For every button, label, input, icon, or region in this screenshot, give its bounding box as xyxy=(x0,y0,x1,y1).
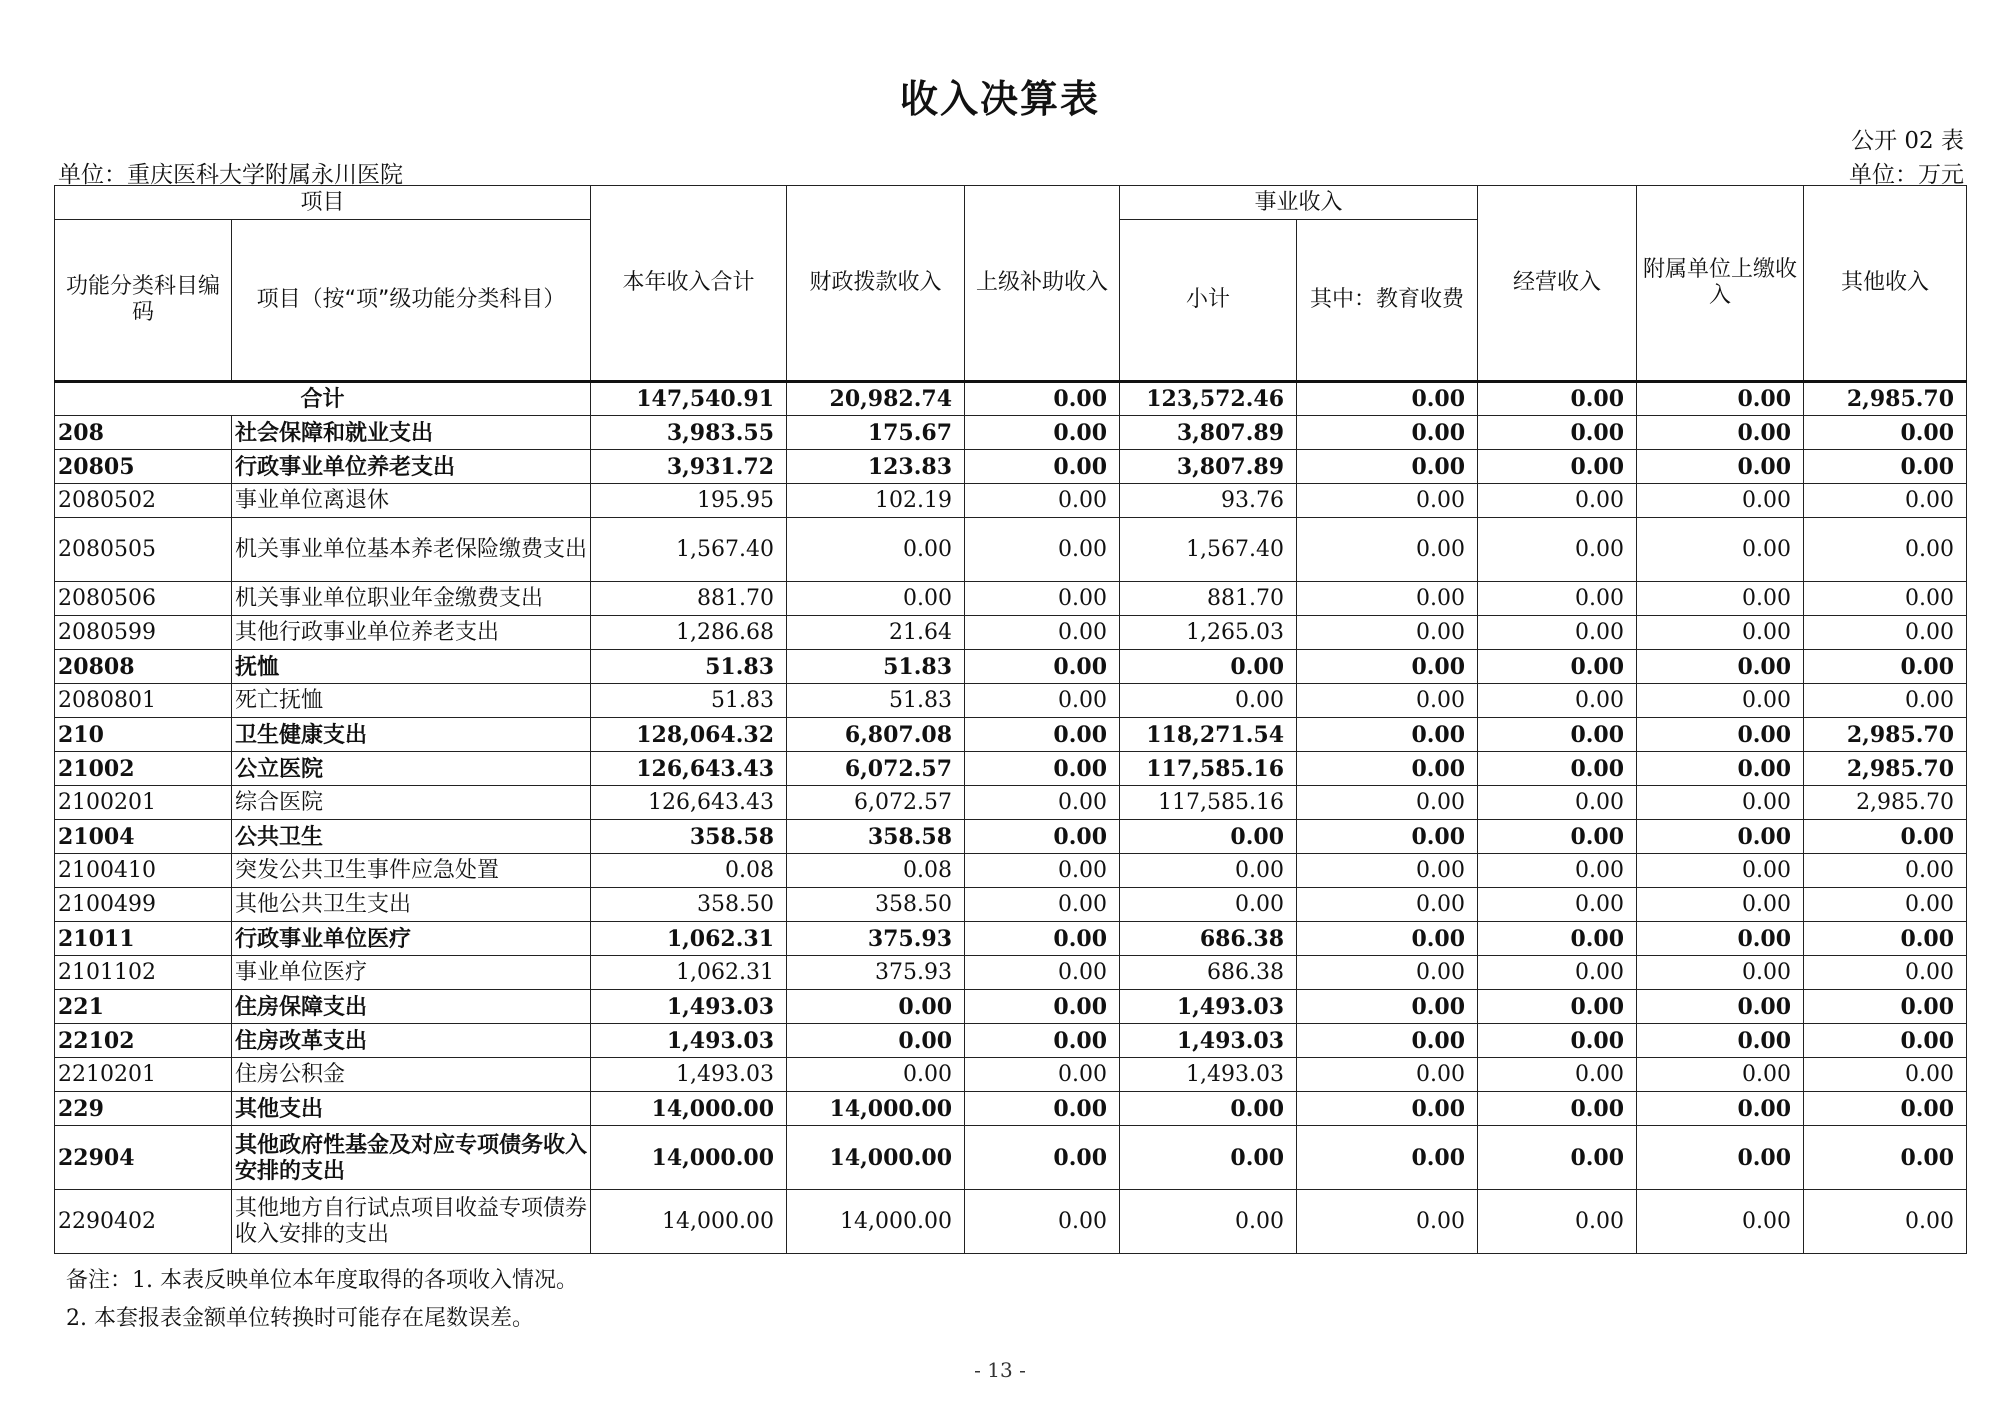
row-name: 社会保障和就业支出 xyxy=(232,416,591,450)
row-value: 1,265.03 xyxy=(1120,616,1297,650)
row-value: 0.00 xyxy=(1478,616,1637,650)
header-code: 功能分类科目编码 xyxy=(55,220,232,382)
row-value: 51.83 xyxy=(787,650,965,684)
note-line: 备注：1. 本表反映单位本年度取得的各项收入情况。 xyxy=(66,1268,578,1293)
table-row xyxy=(55,1126,1967,1190)
row-value: 0.00 xyxy=(1478,684,1637,718)
row-value: 0.00 xyxy=(1637,1126,1804,1190)
row-code: 221 xyxy=(55,990,232,1024)
row-value: 3,983.55 xyxy=(591,416,787,450)
row-value: 1,567.40 xyxy=(1120,518,1297,582)
row-value: 0.00 xyxy=(1804,854,1967,888)
row-value: 0.00 xyxy=(1297,956,1478,990)
row-value: 375.93 xyxy=(787,922,965,956)
row-value: 0.00 xyxy=(1804,820,1967,854)
row-value: 686.38 xyxy=(1120,956,1297,990)
row-value: 0.00 xyxy=(1478,450,1637,484)
table-row xyxy=(55,1092,1967,1126)
row-value: 0.00 xyxy=(1478,1024,1637,1058)
row-code: 2290402 xyxy=(55,1190,232,1254)
row-value: 0.00 xyxy=(1637,820,1804,854)
row-value: 14,000.00 xyxy=(591,1190,787,1254)
row-value: 0.00 xyxy=(1804,1024,1967,1058)
row-value: 0.00 xyxy=(1297,1092,1478,1126)
table-row xyxy=(55,450,1967,484)
row-value: 0.00 xyxy=(1637,990,1804,1024)
table-row xyxy=(55,416,1967,450)
row-code: 2101102 xyxy=(55,956,232,990)
row-code: 21011 xyxy=(55,922,232,956)
table-row xyxy=(55,752,1967,786)
table-row xyxy=(55,990,1967,1024)
income-table xyxy=(54,185,1967,1254)
row-value: 0.00 xyxy=(965,718,1120,752)
row-value: 0.00 xyxy=(1478,1190,1637,1254)
row-value: 0.00 xyxy=(965,416,1120,450)
row-code: 210 xyxy=(55,718,232,752)
total-value: 0.00 xyxy=(1478,382,1637,416)
row-value: 0.00 xyxy=(1297,752,1478,786)
row-code: 2080506 xyxy=(55,582,232,616)
row-value: 0.00 xyxy=(1637,752,1804,786)
row-name: 死亡抚恤 xyxy=(232,684,591,718)
total-value: 0.00 xyxy=(1297,382,1478,416)
header-education: 其中：教育收费 xyxy=(1297,220,1478,382)
table-row xyxy=(55,650,1967,684)
row-value: 358.50 xyxy=(591,888,787,922)
row-value: 0.00 xyxy=(1478,518,1637,582)
row-value: 0.00 xyxy=(965,1092,1120,1126)
row-value: 1,493.03 xyxy=(1120,990,1297,1024)
row-value: 0.00 xyxy=(1297,1190,1478,1254)
row-code: 22904 xyxy=(55,1126,232,1190)
row-value: 0.00 xyxy=(1297,922,1478,956)
row-value: 102.19 xyxy=(787,484,965,518)
row-value: 117,585.16 xyxy=(1120,752,1297,786)
row-value: 0.00 xyxy=(1804,450,1967,484)
row-code: 2080801 xyxy=(55,684,232,718)
row-value: 0.00 xyxy=(965,820,1120,854)
row-value: 0.00 xyxy=(1637,1024,1804,1058)
row-value: 0.00 xyxy=(1637,786,1804,820)
header-total: 本年收入合计 xyxy=(591,186,787,382)
row-value: 0.00 xyxy=(1637,1092,1804,1126)
row-value: 0.00 xyxy=(1804,888,1967,922)
row-name: 事业单位医疗 xyxy=(232,956,591,990)
row-value: 2,985.70 xyxy=(1804,718,1967,752)
row-value: 0.00 xyxy=(1637,922,1804,956)
row-name: 行政事业单位养老支出 xyxy=(232,450,591,484)
header-operating: 经营收入 xyxy=(1478,186,1637,382)
row-value: 6,072.57 xyxy=(787,752,965,786)
row-value: 881.70 xyxy=(591,582,787,616)
row-value: 0.00 xyxy=(1637,416,1804,450)
row-value: 0.08 xyxy=(787,854,965,888)
table-row xyxy=(55,888,1967,922)
row-value: 0.00 xyxy=(1478,416,1637,450)
row-value: 0.00 xyxy=(1637,450,1804,484)
row-value: 0.00 xyxy=(1637,854,1804,888)
row-name: 机关事业单位职业年金缴费支出 xyxy=(232,582,591,616)
table-row xyxy=(55,956,1967,990)
row-name: 住房公积金 xyxy=(232,1058,591,1092)
row-value: 51.83 xyxy=(591,684,787,718)
row-value: 0.00 xyxy=(787,990,965,1024)
row-code: 20805 xyxy=(55,450,232,484)
table-row xyxy=(55,1190,1967,1254)
row-value: 0.00 xyxy=(965,650,1120,684)
row-name: 机关事业单位基本养老保险缴费支出 xyxy=(232,518,591,582)
row-value: 0.00 xyxy=(1637,888,1804,922)
row-name: 其他地方自行试点项目收益专项债券收入安排的支出 xyxy=(232,1190,591,1254)
row-value: 0.00 xyxy=(1297,1126,1478,1190)
row-value: 0.00 xyxy=(1120,888,1297,922)
row-value: 0.00 xyxy=(1637,1190,1804,1254)
total-label: 合计 xyxy=(55,382,591,416)
row-value: 0.00 xyxy=(1297,684,1478,718)
row-value: 0.00 xyxy=(1297,888,1478,922)
row-value: 3,807.89 xyxy=(1120,450,1297,484)
row-value: 0.00 xyxy=(1478,718,1637,752)
table-row xyxy=(55,684,1967,718)
row-value: 0.00 xyxy=(787,582,965,616)
row-value: 358.58 xyxy=(787,820,965,854)
row-value: 51.83 xyxy=(591,650,787,684)
row-name: 综合医院 xyxy=(232,786,591,820)
row-value: 1,493.03 xyxy=(591,1024,787,1058)
row-value: 0.00 xyxy=(787,1058,965,1092)
row-value: 0.00 xyxy=(1297,450,1478,484)
header-name: 项目（按“项”级功能分类科目） xyxy=(232,220,591,382)
row-value: 0.00 xyxy=(1297,820,1478,854)
table-row xyxy=(55,1058,1967,1092)
row-value: 0.00 xyxy=(965,484,1120,518)
table-row xyxy=(55,484,1967,518)
row-value: 1,567.40 xyxy=(591,518,787,582)
row-value: 0.00 xyxy=(1120,684,1297,718)
row-value: 0.00 xyxy=(1804,1126,1967,1190)
row-value: 0.00 xyxy=(1804,1058,1967,1092)
row-code: 2080505 xyxy=(55,518,232,582)
row-value: 0.00 xyxy=(1804,956,1967,990)
row-value: 0.00 xyxy=(1804,922,1967,956)
row-code: 2210201 xyxy=(55,1058,232,1092)
row-value: 0.00 xyxy=(965,956,1120,990)
row-value: 0.00 xyxy=(1297,616,1478,650)
table-row xyxy=(55,786,1967,820)
total-value: 0.00 xyxy=(965,382,1120,416)
row-value: 0.00 xyxy=(1804,650,1967,684)
row-value: 0.00 xyxy=(965,518,1120,582)
row-value: 1,062.31 xyxy=(591,956,787,990)
row-value: 375.93 xyxy=(787,956,965,990)
row-value: 117,585.16 xyxy=(1120,786,1297,820)
note-line: 2. 本套报表金额单位转换时可能存在尾数误差。 xyxy=(66,1306,534,1331)
row-value: 0.00 xyxy=(965,990,1120,1024)
row-value: 0.00 xyxy=(1478,786,1637,820)
row-value: 0.00 xyxy=(1804,684,1967,718)
row-value: 0.00 xyxy=(1478,1126,1637,1190)
row-value: 0.00 xyxy=(1804,518,1967,582)
row-code: 208 xyxy=(55,416,232,450)
row-name: 其他支出 xyxy=(232,1092,591,1126)
row-value: 0.00 xyxy=(1297,416,1478,450)
row-value: 0.00 xyxy=(1478,752,1637,786)
row-value: 1,286.68 xyxy=(591,616,787,650)
row-value: 881.70 xyxy=(1120,582,1297,616)
row-value: 0.00 xyxy=(1478,1058,1637,1092)
row-value: 14,000.00 xyxy=(591,1092,787,1126)
row-value: 14,000.00 xyxy=(787,1190,965,1254)
row-value: 0.00 xyxy=(1804,582,1967,616)
row-code: 21004 xyxy=(55,820,232,854)
row-value: 1,493.03 xyxy=(1120,1058,1297,1092)
row-value: 0.00 xyxy=(1637,518,1804,582)
row-value: 0.00 xyxy=(1297,650,1478,684)
row-code: 2080502 xyxy=(55,484,232,518)
row-value: 118,271.54 xyxy=(1120,718,1297,752)
row-name: 抚恤 xyxy=(232,650,591,684)
row-value: 0.00 xyxy=(1804,484,1967,518)
row-value: 6,807.08 xyxy=(787,718,965,752)
row-value: 51.83 xyxy=(787,684,965,718)
row-name: 住房改革支出 xyxy=(232,1024,591,1058)
row-value: 128,064.32 xyxy=(591,718,787,752)
row-value: 0.00 xyxy=(1120,820,1297,854)
row-value: 0.00 xyxy=(965,1024,1120,1058)
row-value: 0.00 xyxy=(1637,956,1804,990)
row-value: 0.00 xyxy=(1478,888,1637,922)
header-item: 项目 xyxy=(55,186,591,220)
row-name: 公共卫生 xyxy=(232,820,591,854)
total-value: 0.00 xyxy=(1637,382,1804,416)
row-name: 卫生健康支出 xyxy=(232,718,591,752)
reporting-unit: 单位：重庆医科大学附属永川医院 xyxy=(58,162,403,188)
row-value: 0.00 xyxy=(965,582,1120,616)
row-value: 0.00 xyxy=(1120,1126,1297,1190)
currency-unit: 单位：万元 xyxy=(1849,162,1964,188)
row-value: 2,985.70 xyxy=(1804,752,1967,786)
total-value: 2,985.70 xyxy=(1804,382,1967,416)
row-value: 0.00 xyxy=(1478,1092,1637,1126)
row-code: 2100410 xyxy=(55,854,232,888)
row-value: 358.50 xyxy=(787,888,965,922)
table-row xyxy=(55,820,1967,854)
total-value: 123,572.46 xyxy=(1120,382,1297,416)
header-superior: 上级补助收入 xyxy=(965,186,1120,382)
row-value: 0.00 xyxy=(965,1058,1120,1092)
row-name: 公立医院 xyxy=(232,752,591,786)
row-code: 21002 xyxy=(55,752,232,786)
row-value: 0.00 xyxy=(1297,518,1478,582)
notes xyxy=(66,1262,578,1338)
row-code: 2100499 xyxy=(55,888,232,922)
row-value: 0.00 xyxy=(1297,990,1478,1024)
row-value: 0.00 xyxy=(1804,616,1967,650)
row-value: 0.08 xyxy=(591,854,787,888)
header-affiliate: 附属单位上缴收入 xyxy=(1637,186,1804,382)
table-row xyxy=(55,718,1967,752)
row-value: 0.00 xyxy=(1804,416,1967,450)
total-value: 20,982.74 xyxy=(787,382,965,416)
total-row xyxy=(55,382,1967,416)
header-fiscal: 财政拨款收入 xyxy=(787,186,965,382)
row-value: 0.00 xyxy=(1637,684,1804,718)
table-row xyxy=(55,922,1967,956)
row-value: 0.00 xyxy=(1804,1190,1967,1254)
row-value: 0.00 xyxy=(1637,718,1804,752)
row-value: 0.00 xyxy=(965,922,1120,956)
row-name: 其他政府性基金及对应专项债务收入安排的支出 xyxy=(232,1126,591,1190)
row-value: 0.00 xyxy=(1120,650,1297,684)
row-value: 0.00 xyxy=(1297,786,1478,820)
header-business: 事业收入 xyxy=(1120,186,1478,220)
row-value: 0.00 xyxy=(1804,1092,1967,1126)
row-value: 0.00 xyxy=(1297,484,1478,518)
row-value: 0.00 xyxy=(1297,1024,1478,1058)
row-value: 0.00 xyxy=(1637,616,1804,650)
form-number: 公开 02 表 xyxy=(1851,128,1964,154)
row-value: 0.00 xyxy=(1478,820,1637,854)
row-value: 14,000.00 xyxy=(787,1092,965,1126)
row-value: 0.00 xyxy=(1478,922,1637,956)
row-value: 14,000.00 xyxy=(787,1126,965,1190)
row-value: 0.00 xyxy=(787,518,965,582)
row-value: 358.58 xyxy=(591,820,787,854)
row-value: 0.00 xyxy=(1478,990,1637,1024)
table-row xyxy=(55,518,1967,582)
row-value: 0.00 xyxy=(1120,854,1297,888)
row-value: 3,807.89 xyxy=(1120,416,1297,450)
row-value: 0.00 xyxy=(787,1024,965,1058)
table-row xyxy=(55,854,1967,888)
row-value: 14,000.00 xyxy=(591,1126,787,1190)
page-number: - 13 - xyxy=(974,1358,1026,1382)
row-value: 93.76 xyxy=(1120,484,1297,518)
row-value: 195.95 xyxy=(591,484,787,518)
total-value: 147,540.91 xyxy=(591,382,787,416)
row-value: 1,493.03 xyxy=(591,990,787,1024)
row-code: 229 xyxy=(55,1092,232,1126)
row-code: 22102 xyxy=(55,1024,232,1058)
row-name: 事业单位离退休 xyxy=(232,484,591,518)
row-value: 0.00 xyxy=(1804,990,1967,1024)
row-value: 0.00 xyxy=(1478,484,1637,518)
row-value: 175.67 xyxy=(787,416,965,450)
row-value: 0.00 xyxy=(965,1126,1120,1190)
row-value: 0.00 xyxy=(1637,484,1804,518)
table-row xyxy=(55,582,1967,616)
row-value: 0.00 xyxy=(1120,1092,1297,1126)
row-value: 0.00 xyxy=(965,752,1120,786)
row-value: 1,493.03 xyxy=(591,1058,787,1092)
row-value: 0.00 xyxy=(965,616,1120,650)
row-name: 其他行政事业单位养老支出 xyxy=(232,616,591,650)
row-name: 突发公共卫生事件应急处置 xyxy=(232,854,591,888)
header-other: 其他收入 xyxy=(1804,186,1967,382)
row-value: 0.00 xyxy=(1120,1190,1297,1254)
header-subtotal: 小计 xyxy=(1120,220,1297,382)
row-value: 0.00 xyxy=(1478,854,1637,888)
row-value: 21.64 xyxy=(787,616,965,650)
row-value: 0.00 xyxy=(965,854,1120,888)
row-value: 2,985.70 xyxy=(1804,786,1967,820)
row-value: 0.00 xyxy=(1637,650,1804,684)
row-value: 686.38 xyxy=(1120,922,1297,956)
row-name: 其他公共卫生支出 xyxy=(232,888,591,922)
row-value: 0.00 xyxy=(1297,1058,1478,1092)
row-code: 2080599 xyxy=(55,616,232,650)
row-value: 0.00 xyxy=(965,888,1120,922)
row-value: 126,643.43 xyxy=(591,786,787,820)
table-row xyxy=(55,616,1967,650)
row-value: 0.00 xyxy=(1297,854,1478,888)
row-value: 3,931.72 xyxy=(591,450,787,484)
row-value: 0.00 xyxy=(1637,1058,1804,1092)
row-value: 0.00 xyxy=(1478,582,1637,616)
row-value: 123.83 xyxy=(787,450,965,484)
row-value: 0.00 xyxy=(965,684,1120,718)
row-code: 2100201 xyxy=(55,786,232,820)
table-row xyxy=(55,1024,1967,1058)
row-name: 行政事业单位医疗 xyxy=(232,922,591,956)
row-value: 0.00 xyxy=(1637,582,1804,616)
row-value: 0.00 xyxy=(1478,956,1637,990)
row-value: 0.00 xyxy=(965,786,1120,820)
row-value: 0.00 xyxy=(965,450,1120,484)
row-value: 0.00 xyxy=(1297,718,1478,752)
row-value: 0.00 xyxy=(965,1190,1120,1254)
row-value: 6,072.57 xyxy=(787,786,965,820)
row-value: 126,643.43 xyxy=(591,752,787,786)
row-value: 0.00 xyxy=(1297,582,1478,616)
row-value: 0.00 xyxy=(1478,650,1637,684)
row-name: 住房保障支出 xyxy=(232,990,591,1024)
row-code: 20808 xyxy=(55,650,232,684)
page-title: 收入决算表 xyxy=(899,77,1100,121)
row-value: 1,062.31 xyxy=(591,922,787,956)
row-value: 1,493.03 xyxy=(1120,1024,1297,1058)
